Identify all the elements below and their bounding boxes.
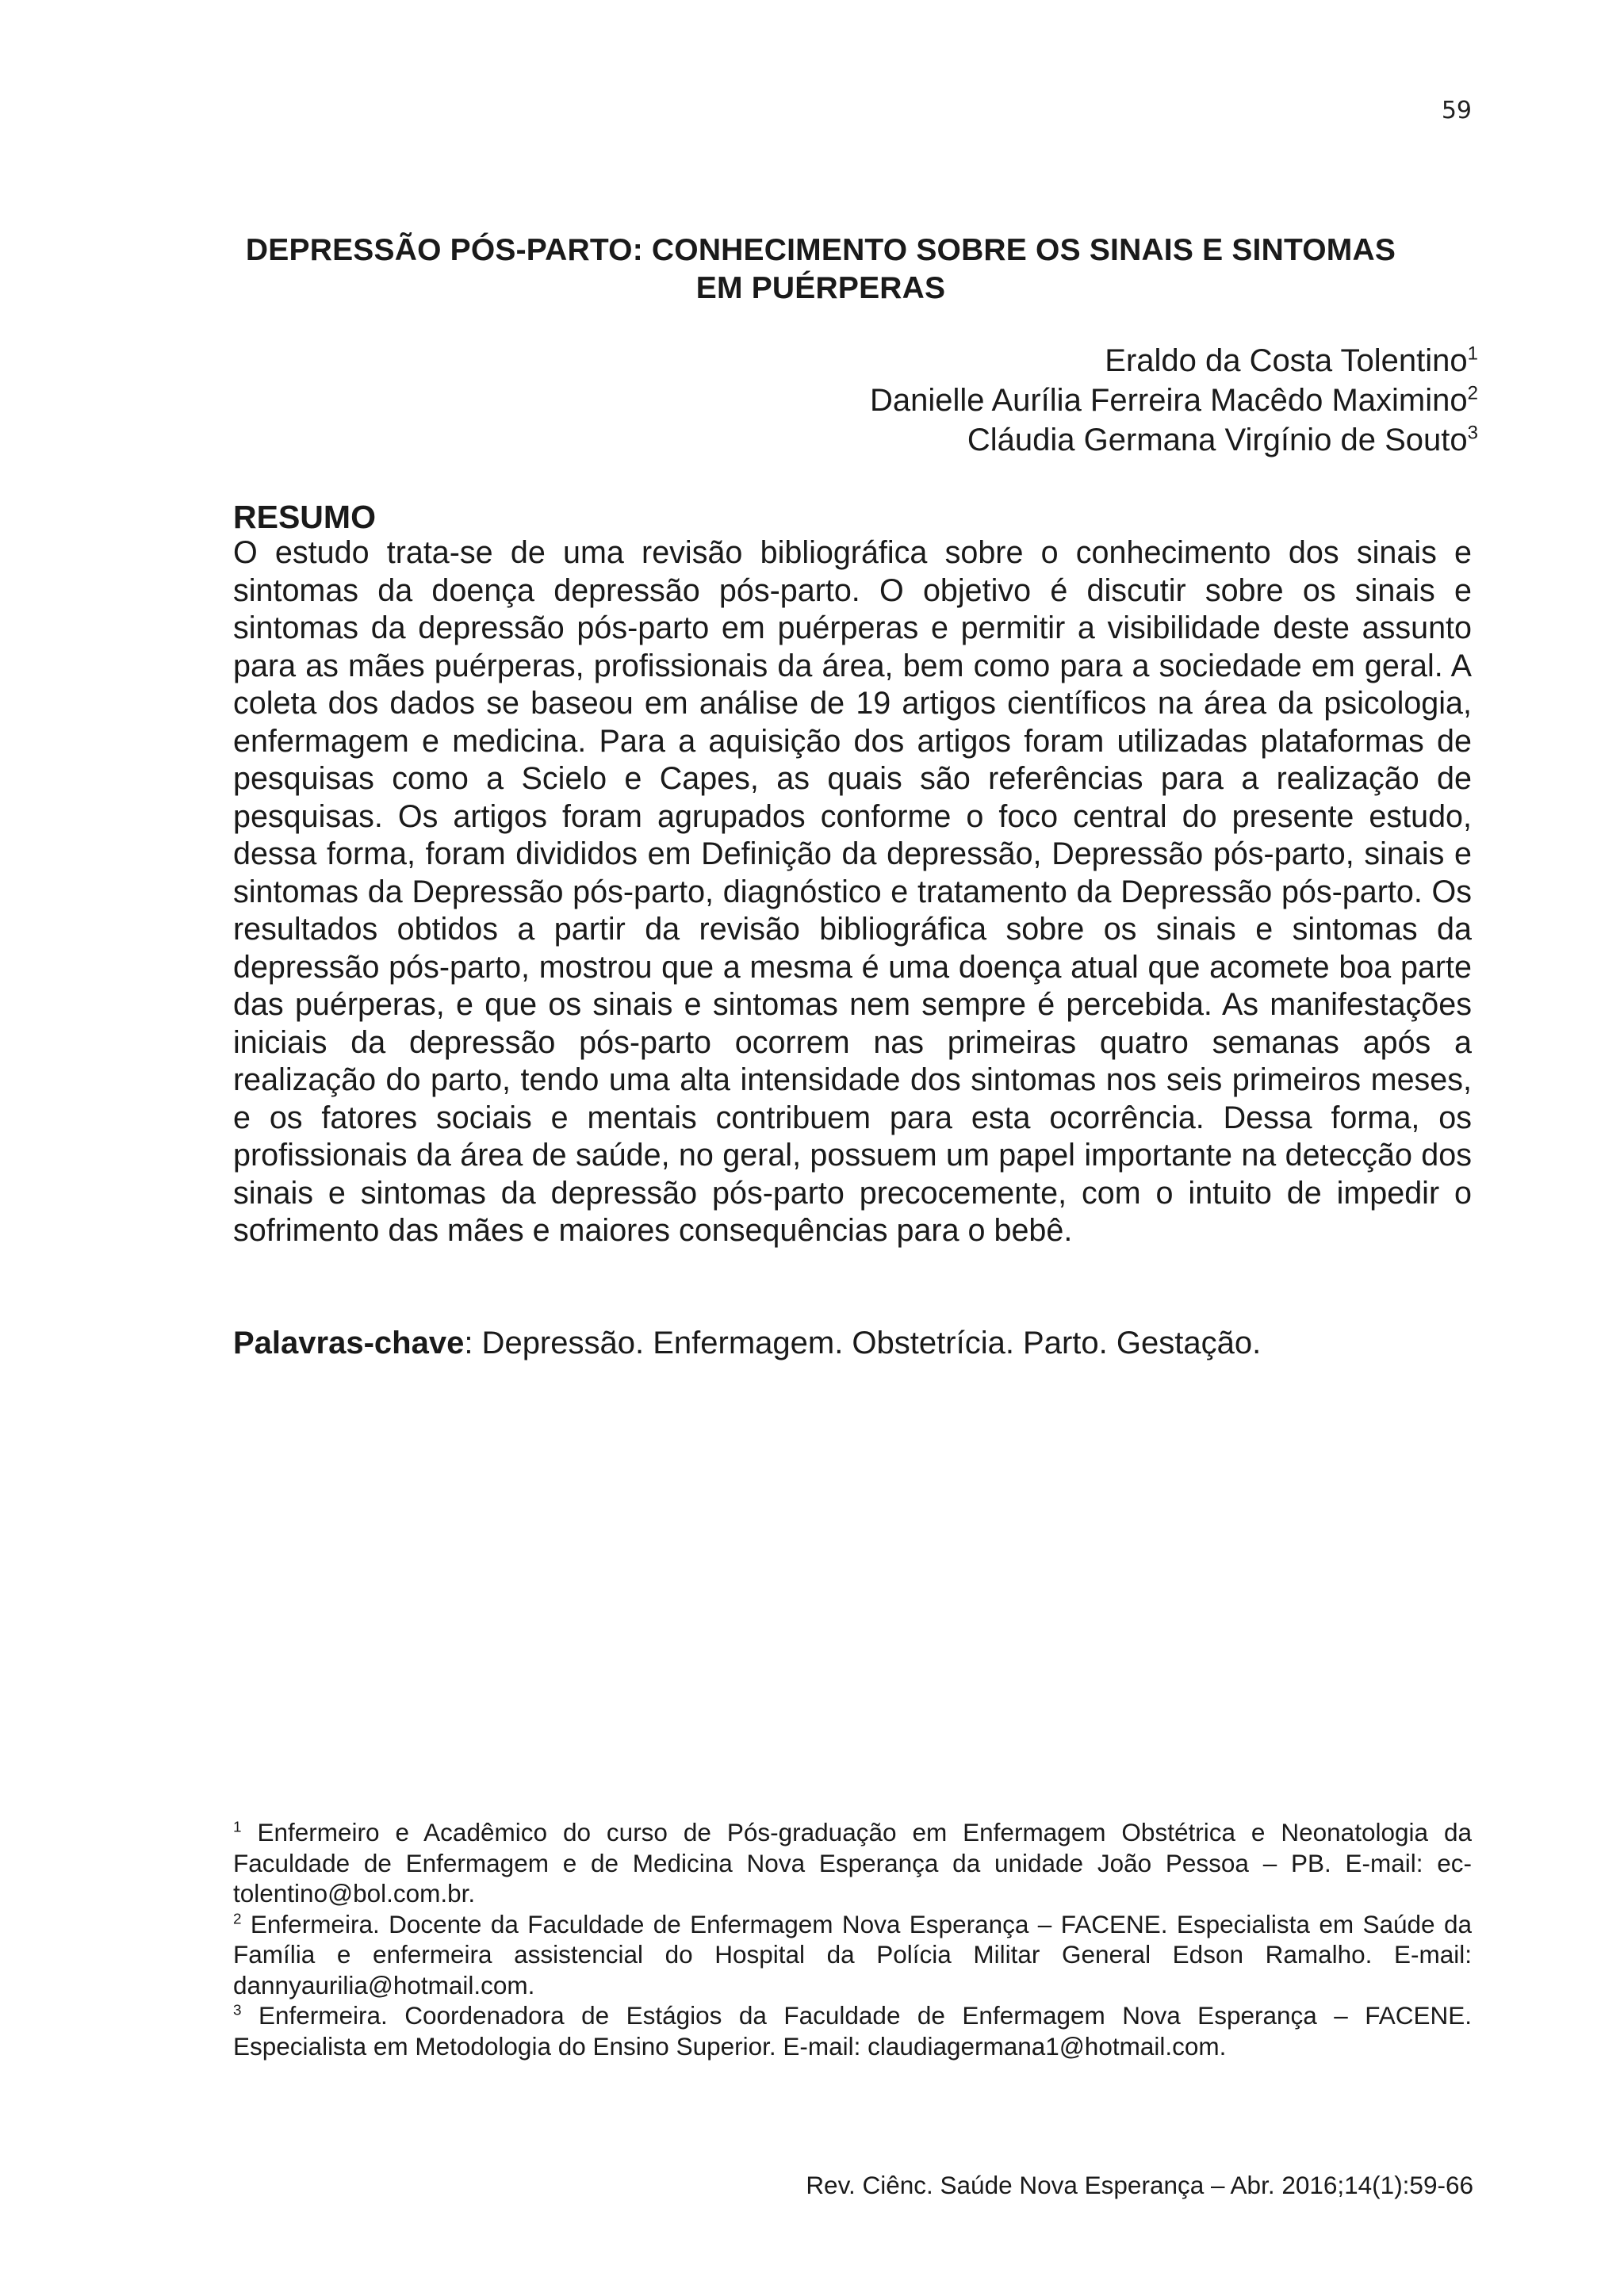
abstract-heading: RESUMO: [233, 499, 376, 535]
author-note-marker: 2: [1467, 382, 1478, 404]
author-1: [870, 341, 1478, 381]
keywords-label: Palavras-chave: [233, 1326, 465, 1360]
abstract-text: O estudo trata-se de uma revisão bibliográfica sobre o conhecimento dos sinais e sintomas da doença depressão pós-parto. O objetivo é discutir sobre os sinais e sintomas da depressão pós-parto em puérperas e permitir a visibilidade deste assunto para as mães puérperas, profissionais da área, bem como para a sociedade em geral. A coleta dos dados se baseou em análise de 19 artigos científicos na área da psicologia, enfermagem e medicina. Para a aquisição dos artigos foram utilizadas plataformas de pesquisas como a Scielo e Capes, as quais são referências para a realização de pesquisas. Os artigos foram agrupados conforme o foco central do presente estudo, dessa forma, foram divididos em Definição da depressão, Depressão pós-parto, sinais e sintomas da Depressão pós-parto, diagnóstico e tratamento da Depressão pós-parto. Os resultados obtidos a partir da revisão bibliográfica sobre os sinais e sintomas da depressão pós-parto, mostrou que a mesma é uma doença atual que acomete boa parte das puérperas, e que os sinais e sintomas nem sempre é percebida. As manifestações iniciais da depressão pós-parto ocorrem nas primeiras quatro semanas após a realização do parto, tendo uma alta intensidade dos sintomas nos seis primeiros meses, e os fatores sociais e mentais contribuem para esta ocorrência. Dessa forma, os profissionais da área de saúde, no geral, possuem um papel importante na detecção dos sinais e sintomas da depressão pós-parto precocemente, com o intuito de impedir o sofrimento das mães e maiores consequências para o bebê.: [233, 535, 1472, 1248]
footnotes: [233, 1817, 1472, 2061]
author-3: [870, 420, 1478, 460]
paper-title: DEPRESSÃO PÓS-PARTO: CONHECIMENTO SOBRE OS SINAIS E SINTOMAS EM PUÉRPERAS: [245, 233, 1396, 305]
author-note-marker: 1: [1467, 342, 1478, 365]
footnote-text: Enfermeiro e Acadêmico do curso de Pós-graduação em Enfermagem Obstétrica e Neonatologia da Faculdade de Enfermagem e de Medicina Nova Esperança da unidade João Pessoa – PB. E-mail: ec-tolentino@bol.com.br.: [233, 1818, 1472, 1908]
footnote-text: Enfermeira. Docente da Faculdade de Enfermagem Nova Esperança – FACENE. Especialista em Saúde da Família e enfermeira assistencial do Hospital da Polícia Militar General Edson Ramalho. E-mail: dannyaurilia@hotmail.com.: [233, 1909, 1472, 1999]
author-name: Eraldo da Costa Tolentino: [1105, 343, 1468, 378]
author-name: Cláudia Germana Virgínio de Souto: [967, 423, 1468, 457]
author-name: Danielle Aurília Ferreira Macêdo Maximino: [870, 383, 1468, 418]
footnote-3: [233, 2000, 1472, 2061]
keywords-text: : Depressão. Enfermagem. Obstetrícia. Parto. Gestação.: [464, 1326, 1262, 1360]
footnote-2: [233, 1909, 1472, 2001]
footnote-marker: 1: [233, 1819, 242, 1836]
footnote-text: Enfermeira. Coordenadora de Estágios da Faculdade de Enfermagem Nova Esperança – FACENE. Especialista em Metodologia do Ensino Superior. E-mail: claudiagermana1@hotmail.com.: [233, 2001, 1472, 2061]
author-list: [870, 341, 1478, 460]
keywords: [233, 1324, 1472, 1362]
footnote-marker: 3: [233, 2002, 242, 2019]
footnote-marker: 2: [233, 1911, 242, 1927]
author-note-marker: 3: [1467, 422, 1478, 444]
footnote-1: [233, 1817, 1472, 1909]
page-number: 59: [1441, 97, 1472, 124]
author-2: [870, 381, 1478, 420]
journal-citation: Rev. Ciênc. Saúde Nova Esperança – Abr. 2016;14(1):59-66: [806, 2171, 1473, 2199]
